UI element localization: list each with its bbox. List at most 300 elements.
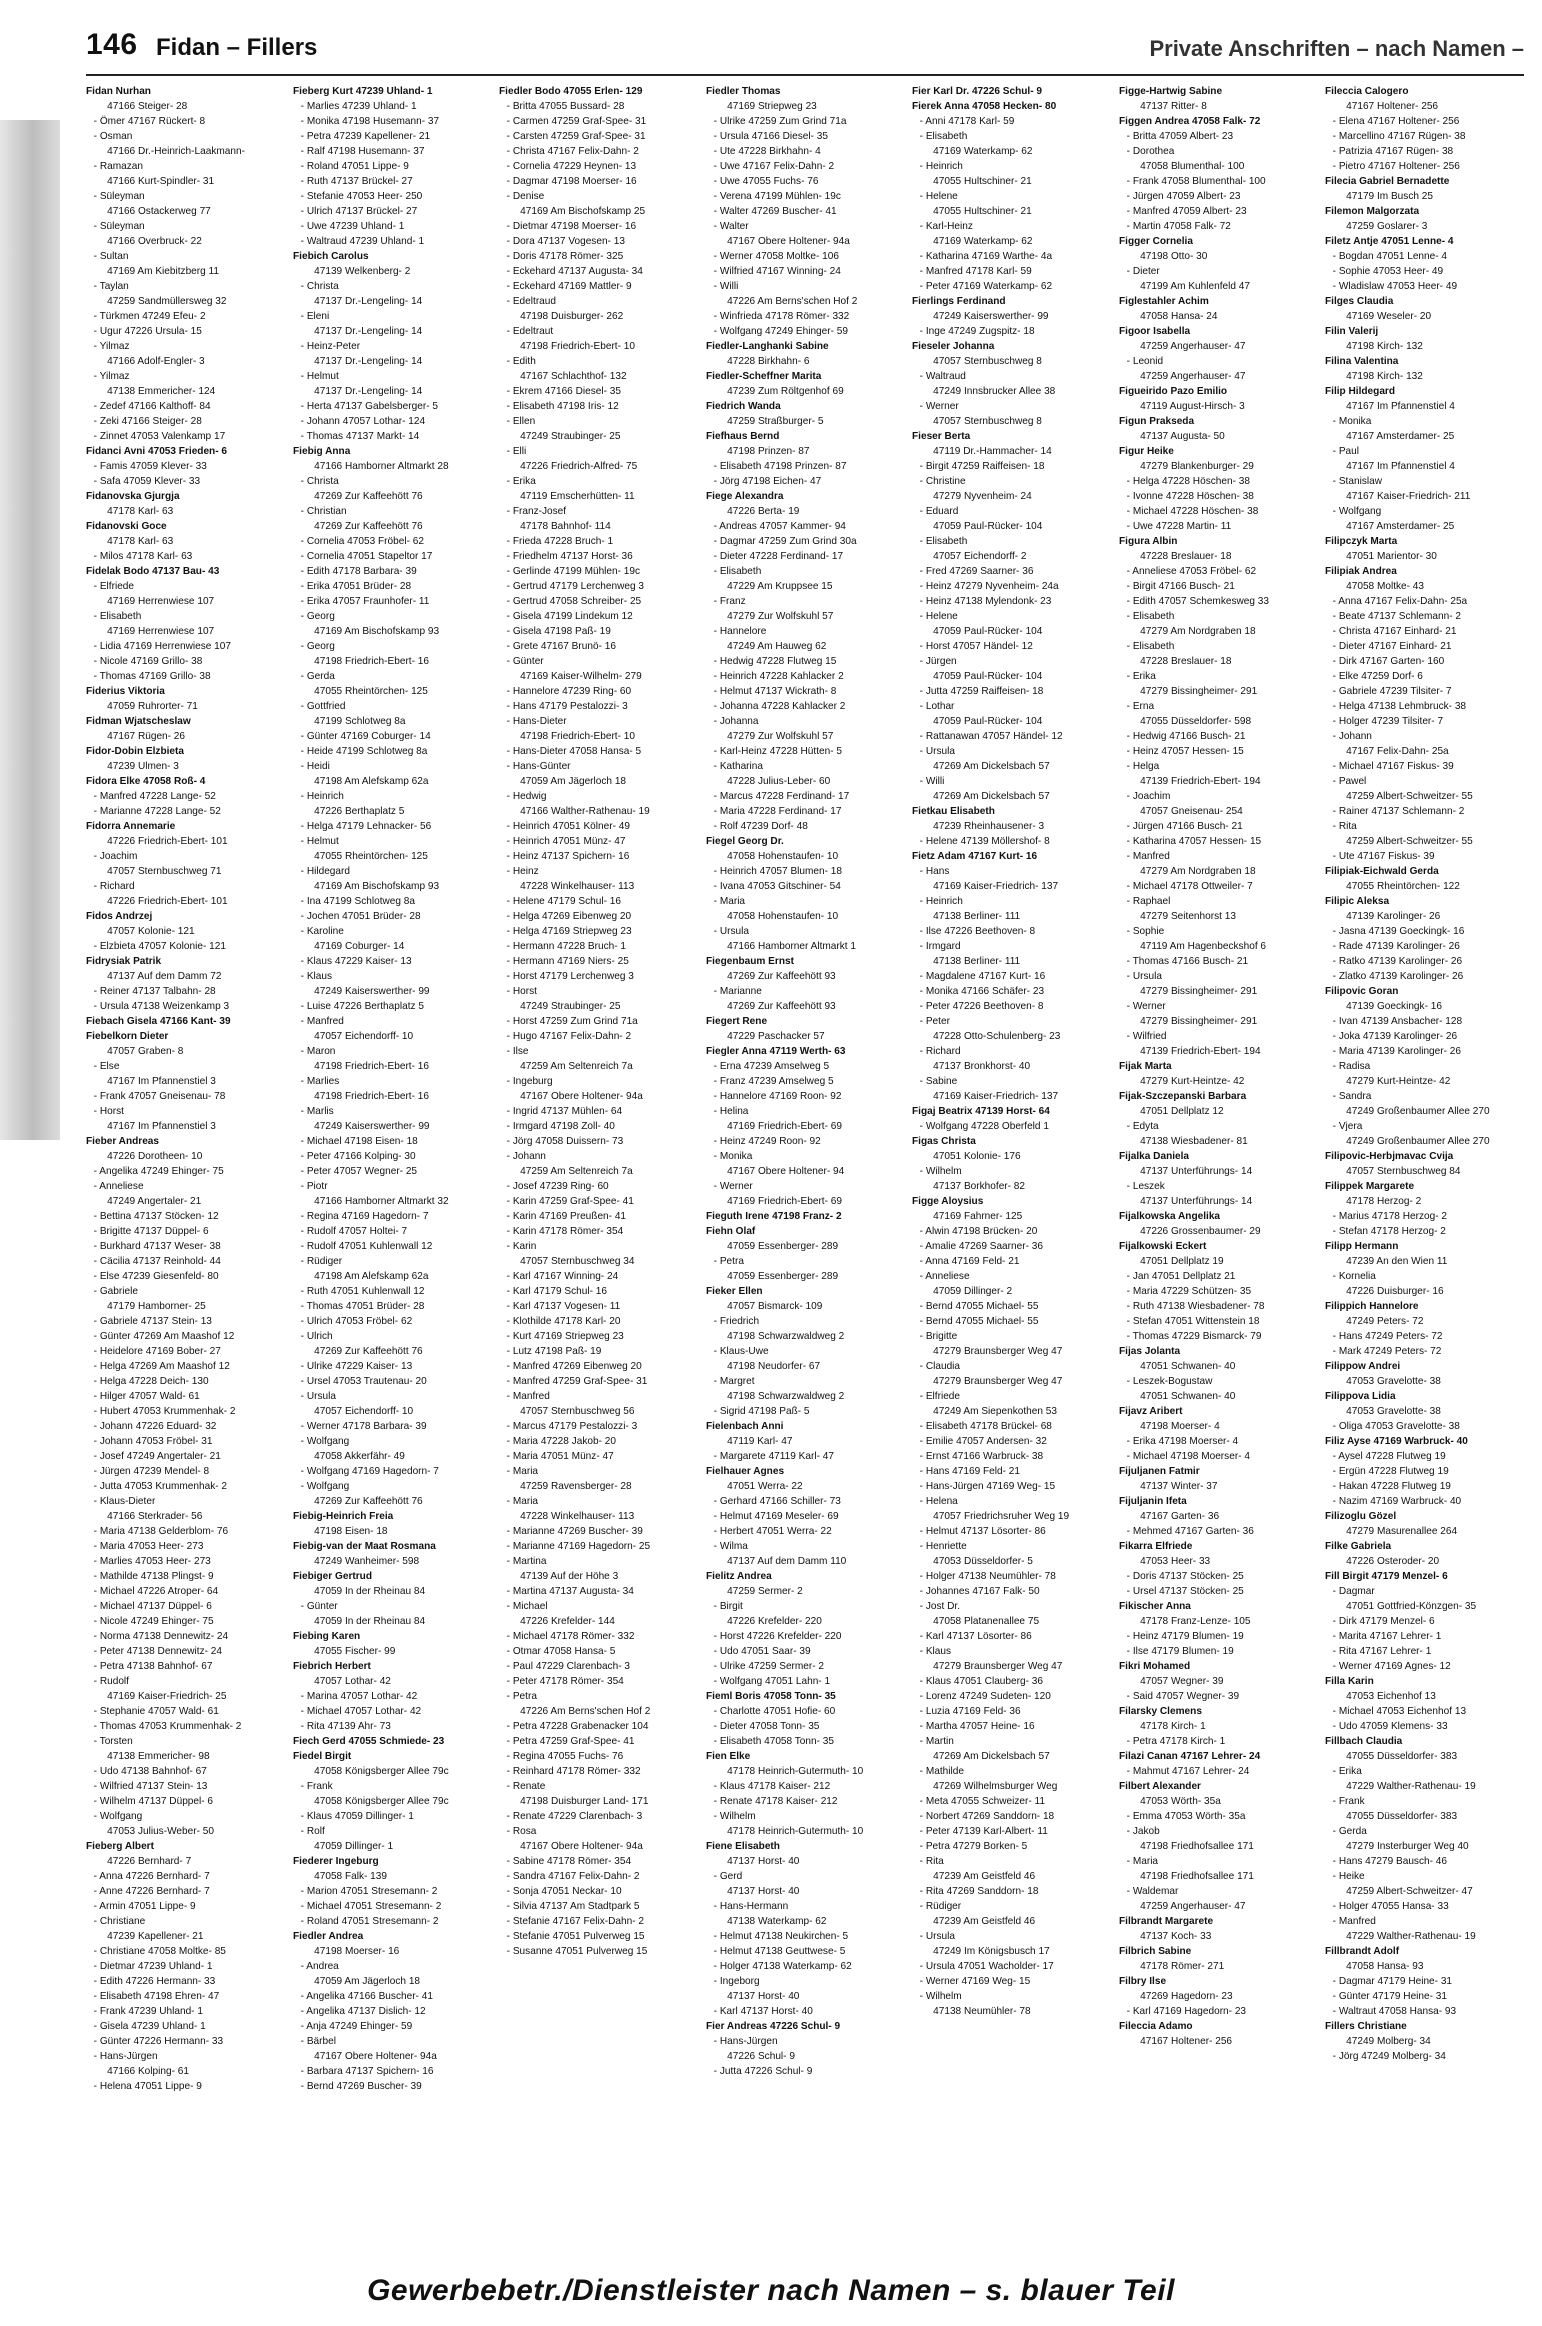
entry-address: 47166 Hamborner Altmarkt 1 <box>726 940 856 952</box>
entry-person: - Angelika 47137 Dislich- 12 <box>300 2005 426 2017</box>
entry-address: 47119 August-Hirsch- 3 <box>1140 400 1245 412</box>
entry-surname: Fijalkowski Eckert <box>1118 1240 1207 1252</box>
entry-person: - Heinrich 47057 Blumen- 18 <box>713 865 842 877</box>
entry-person: - Maria <box>506 1465 539 1477</box>
entry-person: - Ratko 47139 Karolinger- 26 <box>1333 955 1463 967</box>
entry-address: 47166 Hamborner Altmarkt 28 <box>313 460 449 472</box>
entry-person: - Karl 47137 Lösorter- 86 <box>919 1630 1033 1642</box>
entry-person: - Ingrid 47137 Mühlen- 64 <box>506 1105 623 1117</box>
entry-person: - Uwe 47228 Martin- 11 <box>1126 520 1232 532</box>
entry-address: 47169 Am Kiebitzberg 11 <box>107 265 220 277</box>
entry-person: - Uwe 47239 Uhland- 1 <box>300 220 404 232</box>
entry-address: 47053 Wörth- 35a <box>1140 1795 1221 1807</box>
entry-address: 47169 Striepweg 23 <box>726 100 817 112</box>
entry-person: - Horst <box>506 985 538 997</box>
entry-person: - Johanna <box>713 715 759 727</box>
entry-person: - Famis 47059 Klever- 33 <box>93 460 207 472</box>
entry-address: 47169 Herrenwiese 107 <box>107 625 215 637</box>
entry-person: - Marius 47178 Herzog- 2 <box>1333 1210 1448 1222</box>
entry-person: - Marlis <box>300 1105 334 1117</box>
entry-person: - Gisela 47199 Lindekum 12 <box>506 610 633 622</box>
entry-person: - Jürgen 47239 Mendel- 8 <box>93 1465 210 1477</box>
entry-person: - Holger 47055 Hansa- 33 <box>1333 1900 1450 1912</box>
entry-address: 47178 Heinrich-Gutermuth- 10 <box>726 1825 864 1837</box>
entry-person: - Karl 47169 Hagedorn- 23 <box>1126 2005 1246 2017</box>
entry-surname: Fijak-Szczepanski Barbara <box>1118 1090 1247 1102</box>
entry-person: - Marcus 47228 Ferdinand- 17 <box>713 790 850 802</box>
entry-address: 47058 Hohenstaufen- 10 <box>726 850 838 862</box>
entry-person: - Johann <box>1333 730 1373 742</box>
entry-person: - Elfriede <box>93 580 135 592</box>
section-title: Private Anschriften – nach Namen – <box>1149 36 1524 61</box>
entry-address: 47169 Friedrich-Ebert- 69 <box>726 1120 842 1132</box>
entry-person: - Ina 47199 Schlotweg 8a <box>300 895 415 907</box>
entry-address: 47169 Kaiser-Friedrich- 137 <box>933 1090 1059 1102</box>
entry-address: 47139 Goeckingk- 16 <box>1346 1000 1443 1012</box>
entry-person: - Manfred <box>1126 850 1170 862</box>
entry-person: - Hans-Jürgen <box>93 2050 158 2062</box>
entry-address: 47057 Eichendorff- 10 <box>313 1030 413 1042</box>
entry-person: - Elisabeth <box>1126 610 1175 622</box>
entry-person: - Marianne 47269 Buscher- 39 <box>506 1525 644 1537</box>
entry-person: - Oliga 47053 Gravelotte- 38 <box>1333 1420 1461 1432</box>
entry-person: - Wolfgang 47051 Lahn- 1 <box>713 1675 830 1687</box>
entry-person: - Gerda <box>300 670 335 682</box>
entry-address: 47239 Kapellener- 21 <box>107 1930 204 1942</box>
entry-person: - Helmut <box>300 370 339 382</box>
entry-person: - Christa <box>300 280 339 292</box>
entry-person: - Dieter 47058 Tonn- 35 <box>713 1720 820 1732</box>
entry-person: - Leszek-Bogustaw <box>1126 1375 1213 1387</box>
entry-person: - Ursel 47053 Trautenau- 20 <box>300 1375 427 1387</box>
entry-person: - Bettina 47137 Stöcken- 12 <box>93 1210 219 1222</box>
entry-surname: Fiebig-van der Maat Rosmana <box>292 1540 436 1552</box>
entry-address: 47139 Friedrich-Ebert- 194 <box>1140 775 1261 787</box>
entry-surname: Filges Claudia <box>1325 295 1394 307</box>
entry-surname: Fill Birgit 47179 Menzel- 6 <box>1325 1570 1449 1582</box>
entry-person: - Elisabeth <box>1126 640 1175 652</box>
entry-surname: Fidos Andrzej <box>86 910 153 922</box>
entry-address: 47178 Römer- 271 <box>1140 1960 1225 1972</box>
entry-address: 47166 Ostackerweg 77 <box>107 205 211 217</box>
entry-person: - Michael 47053 Eichenhof 13 <box>1333 1705 1467 1717</box>
entry-person: - Wolfgang <box>1333 505 1382 517</box>
entry-address: 47279 Seitenhorst 13 <box>1140 910 1236 922</box>
entry-address: 47249 Straubinger- 25 <box>520 430 621 442</box>
entry-address: 47228 Winkelhauser- 113 <box>520 1510 635 1522</box>
entry-person: - Jost Dr. <box>919 1600 961 1612</box>
entry-person: - Gerda <box>1333 1825 1368 1837</box>
entry-person: - Mathilde <box>919 1765 965 1777</box>
entry-person: - Maria 47139 Karolinger- 26 <box>1333 1045 1462 1057</box>
entry-person: - Helmut 47138 Geuttwese- 5 <box>713 1945 846 1957</box>
entry-address: 47169 Fahrner- 125 <box>933 1210 1023 1222</box>
entry-person: - Gertrud 47179 Lerchenweg 3 <box>506 580 645 592</box>
entry-person: - Johannes 47167 Falk- 50 <box>919 1585 1040 1597</box>
entry-address: 47198 Neudorfer- 67 <box>726 1360 820 1372</box>
entry-person: - Rita <box>919 1855 945 1867</box>
entry-surname: Fiene Elisabeth <box>705 1840 780 1852</box>
directory-column <box>912 84 1099 2280</box>
entry-person: - Jörg 47249 Molberg- 34 <box>1333 2050 1447 2062</box>
entry-person: - Dorothea <box>1126 145 1175 157</box>
entry-address: 47059 Paul-Rücker- 104 <box>933 670 1043 682</box>
entry-address: 47178 Franz-Lenze- 105 <box>1140 1615 1251 1627</box>
entry-person: - Manfred 47178 Karl- 59 <box>919 265 1033 277</box>
entry-address: 47055 Hultschiner- 21 <box>933 205 1033 217</box>
entry-address: 47057 Lothar- 42 <box>313 1675 391 1687</box>
entry-person: - Brigitte <box>919 1330 958 1342</box>
entry-person: - Karl 47179 Schul- 16 <box>506 1285 608 1297</box>
entry-person: - Josef 47239 Ring- 60 <box>506 1180 609 1192</box>
entry-address: 47055 Düsseldorfer- 383 <box>1346 1810 1458 1822</box>
entry-person: - Manfred 47059 Albert- 23 <box>1126 205 1247 217</box>
entry-address: 47137 Ritter- 8 <box>1140 100 1207 112</box>
entry-person: - Anneliese <box>919 1270 970 1282</box>
entry-address: 47259 Am Seltenreich 7a <box>520 1060 633 1072</box>
entry-person: - Sophie <box>1126 925 1165 937</box>
entry-address: 47249 Kaiserswerther- 99 <box>313 1120 430 1132</box>
entry-person: - Kurt 47169 Striepweg 23 <box>506 1330 624 1342</box>
entry-person: - Werner <box>919 400 960 412</box>
entry-person: - Christian <box>300 505 347 517</box>
entry-surname: Fidelak Bodo 47137 Bau- 43 <box>86 565 220 577</box>
entry-address: 47259 Goslarer- 3 <box>1346 220 1428 232</box>
entry-person: - Said 47057 Wegner- 39 <box>1126 1690 1240 1702</box>
entry-person: - Wilfried 47137 Stein- 13 <box>93 1780 208 1792</box>
entry-address: 47119 Emscherhütten- 11 <box>520 490 635 502</box>
entry-person: - Mahmut 47167 Lehrer- 24 <box>1126 1765 1250 1777</box>
entry-person: - Hermann 47228 Bruch- 1 <box>506 940 627 952</box>
entry-person: - Elisabeth <box>919 130 968 142</box>
entry-person: - Radisa <box>1333 1060 1371 1072</box>
entry-address: 47051 Werra- 22 <box>726 1480 803 1492</box>
entry-address: 47057 Friedrichsruher Weg 19 <box>933 1510 1070 1522</box>
entry-person: - Heinrich 47051 Münz- 47 <box>506 835 626 847</box>
entry-person: - Stefanie 47053 Heer- 250 <box>300 190 422 202</box>
entry-person: - Horst 47057 Händel- 12 <box>919 640 1034 652</box>
entry-address: 47059 Paul-Rücker- 104 <box>933 625 1043 637</box>
entry-surname: Fiedler Bodo 47055 Erlen- 129 <box>499 85 643 97</box>
entry-person: - Helga 47138 Lehmbruck- 38 <box>1333 700 1467 712</box>
entry-person: - Frank 47239 Uhland- 1 <box>93 2005 203 2017</box>
entry-person: - Erna 47239 Amselweg 5 <box>713 1060 829 1072</box>
entry-person: - Doris 47178 Römer- 325 <box>506 250 624 262</box>
entry-surname: Filip Hildegard <box>1325 385 1396 397</box>
entry-address: 47137 Dr.-Lengeling- 14 <box>313 385 422 397</box>
entry-person: - Anna 47167 Felix-Dahn- 25a <box>1333 595 1468 607</box>
entry-address: 47249 Großenbaumer Allee 270 <box>1346 1105 1491 1117</box>
entry-address: 47228 Breslauer- 18 <box>1140 655 1232 667</box>
entry-person: - Udo 47138 Bahnhof- 67 <box>93 1765 207 1777</box>
entry-person: - Maria <box>506 1495 539 1507</box>
entry-address: 47057 Sternbuschweg 8 <box>933 355 1043 367</box>
entry-person: - Birgit 47259 Raiffeisen- 18 <box>919 460 1045 472</box>
entry-person: - Roland 47051 Stresemann- 2 <box>300 1915 439 1927</box>
entry-surname: Fiegel Georg Dr. <box>705 835 784 847</box>
entry-surname: Fileccia Adamo <box>1118 2020 1193 2032</box>
entry-person: - Michael 47228 Höschen- 38 <box>1126 505 1259 517</box>
entry-address: 47259 Straßburger- 5 <box>726 415 824 427</box>
entry-address: 47198 Moerser- 4 <box>1140 1420 1220 1432</box>
entry-person: - Safa 47059 Klever- 33 <box>93 475 201 487</box>
entry-person: - Bärbel <box>300 2035 336 2047</box>
entry-address: 47057 Bismarck- 109 <box>726 1300 823 1312</box>
entry-person: - Martina <box>506 1555 547 1567</box>
entry-person: - Elisabeth 47198 Prinzen- 87 <box>713 460 847 472</box>
entry-person: - Dieter <box>1126 265 1160 277</box>
entry-address: 47198 Am Alefskamp 62a <box>313 775 429 787</box>
entry-person: - Cornelia 47053 Fröbel- 62 <box>300 535 424 547</box>
entry-person: - Helene <box>919 610 959 622</box>
directory-column <box>499 84 686 2280</box>
entry-address: 47259 Angerhauser- 47 <box>1140 340 1246 352</box>
entry-person: - Edith 47178 Barbara- 39 <box>300 565 417 577</box>
entry-person: - Lutz 47198 Paß- 19 <box>506 1345 602 1357</box>
entry-address: 47229 Paschacker 57 <box>726 1030 825 1042</box>
entry-address: 47059 Ruhrorter- 71 <box>107 700 198 712</box>
entry-address: 47226 Osteroder- 20 <box>1346 1555 1440 1567</box>
entry-person: - Pietro 47167 Holtener- 256 <box>1333 160 1461 172</box>
entry-address: 47198 Schwarzwaldweg 2 <box>726 1390 844 1402</box>
entry-person: - Maria 47229 Schützen- 35 <box>1126 1285 1251 1297</box>
entry-surname: Fillers Christiane <box>1325 2020 1408 2032</box>
entry-address: 47055 Rheintörchen- 125 <box>313 685 428 697</box>
entry-address: 47269 Am Dickelsbach 57 <box>933 1750 1050 1762</box>
entry-person: - Holger 47138 Waterkamp- 62 <box>713 1960 852 1972</box>
entry-person: - Elena 47167 Holtener- 256 <box>1333 115 1460 127</box>
entry-person: - Willi <box>919 775 945 787</box>
entry-person: - Helga 47269 Eibenweg 20 <box>506 910 632 922</box>
entry-person: - Franz <box>713 595 746 607</box>
entry-surname: Fiefhaus Bernd <box>705 430 780 442</box>
entry-person: - Karl 47137 Horst- 40 <box>713 2005 813 2017</box>
entry-person: - Werner 47169 Agnes- 12 <box>1333 1660 1452 1672</box>
entry-address: 47228 Otto-Schulenberg- 23 <box>933 1030 1061 1042</box>
entry-person: - Waltraut 47058 Hansa- 93 <box>1333 2005 1457 2017</box>
entry-person: - Gisela 47239 Uhland- 1 <box>93 2020 206 2032</box>
entry-address: 47167 Holtener- 256 <box>1346 100 1439 112</box>
entry-surname: Fietkau Elisabeth <box>912 805 996 817</box>
entry-person: - Sonja 47051 Neckar- 10 <box>506 1885 622 1897</box>
entry-person: - Monika <box>713 1150 753 1162</box>
entry-person: - Marlies 47053 Heer- 273 <box>93 1555 211 1567</box>
entry-person: - Helga 47228 Höschen- 38 <box>1126 475 1250 487</box>
entry-person: - Sandra 47167 Felix-Dahn- 2 <box>506 1870 640 1882</box>
entry-person: - Luzia 47169 Feld- 36 <box>919 1705 1021 1717</box>
entry-person: - Bernd 47055 Michael- 55 <box>919 1315 1039 1327</box>
entry-person: - Bernd 47055 Michael- 55 <box>919 1300 1039 1312</box>
entry-person: - Erika <box>1333 1765 1363 1777</box>
entry-address: 47167 Obere Holtener- 94 <box>726 1165 844 1177</box>
entry-person: - Ekrem 47166 Diesel- 35 <box>506 385 622 397</box>
entry-person: - Peter 47138 Dennewitz- 24 <box>93 1645 223 1657</box>
entry-person: - Karin 47178 Römer- 354 <box>506 1225 624 1237</box>
entry-address: 47269 Zur Kaffeehött 76 <box>313 1495 423 1507</box>
entry-person: - Ergün 47228 Flutweg 19 <box>1333 1465 1450 1477</box>
entry-address: 47055 Düsseldorfer- 598 <box>1140 715 1251 727</box>
entry-person: - Gabriele <box>93 1285 138 1297</box>
entry-address: 47198 Prinzen- 87 <box>726 445 810 457</box>
entry-person: - Wilhelm 47137 Düppel- 6 <box>93 1795 214 1807</box>
entry-person: - Katharina 47057 Hessen- 15 <box>1126 835 1262 847</box>
entry-person: - Marianne <box>713 985 762 997</box>
entry-person: - Karin 47169 Preußen- 41 <box>506 1210 627 1222</box>
entry-address: 47169 Waterkamp- 62 <box>933 235 1033 247</box>
entry-address: 47259 Albert-Schweitzer- 47 <box>1346 1885 1474 1897</box>
entry-address: 47137 Augusta- 50 <box>1140 430 1225 442</box>
entry-person: - Wilma <box>713 1540 748 1552</box>
entry-person: - Marcellino 47167 Rügen- 38 <box>1333 130 1466 142</box>
entry-person: - Werner <box>1126 1000 1166 1012</box>
entry-person: - Georg <box>300 610 335 622</box>
entry-person: - Martin <box>919 1735 955 1747</box>
entry-person: - Sigrid 47198 Paß- 5 <box>713 1405 810 1417</box>
entry-person: - Ruth 47138 Wiesbadener- 78 <box>1126 1300 1265 1312</box>
entry-person: - Günter 47169 Coburger- 14 <box>300 730 431 742</box>
entry-address: 47239 Rheinhausener- 3 <box>933 820 1045 832</box>
entry-person: - Nicole 47249 Ehinger- 75 <box>93 1615 214 1627</box>
entry-person: - Waldemar <box>1126 1885 1179 1897</box>
entry-person: - Inge 47249 Zugspitz- 18 <box>919 325 1035 337</box>
entry-person: - Waltraud 47239 Uhland- 1 <box>300 235 424 247</box>
entry-address: 47226 Dorotheen- 10 <box>107 1150 203 1162</box>
entry-address: 47178 Karl- 63 <box>107 505 174 517</box>
entry-surname: Fieguth Irene 47198 Franz- 2 <box>705 1210 842 1222</box>
entry-person: - Walter 47269 Buscher- 41 <box>713 205 837 217</box>
entry-address: 47058 Moltke- 43 <box>1346 580 1425 592</box>
entry-address: 47269 Am Dickelsbach 57 <box>933 760 1050 772</box>
entry-person: - Monika <box>1333 415 1372 427</box>
entry-person: - Michael 47178 Römer- 332 <box>506 1630 635 1642</box>
entry-address: 47226 Berthaplatz 5 <box>313 805 404 817</box>
entry-person: - Günter 47179 Heine- 31 <box>1333 1990 1448 2002</box>
entry-address: 47198 Otto- 30 <box>1140 250 1208 262</box>
entry-address: 47239 Am Geistfeld 46 <box>933 1915 1036 1927</box>
entry-address: 47169 Weseler- 20 <box>1346 310 1432 322</box>
entry-surname: Fijuljanen Fatmir <box>1118 1465 1200 1477</box>
entry-person: - Martina 47137 Augusta- 34 <box>506 1585 635 1597</box>
entry-address: 47053 Gravelotte- 38 <box>1346 1375 1442 1387</box>
entry-person: - Helga 47269 Am Maashof 12 <box>93 1360 230 1372</box>
entry-surname: Figaj Beatrix 47139 Horst- 64 <box>912 1105 1051 1117</box>
entry-person: - Dieter 47167 Einhard- 21 <box>1333 640 1452 652</box>
entry-person: - Paul 47229 Clarenbach- 3 <box>506 1660 631 1672</box>
entry-person: - Ursula <box>919 745 956 757</box>
entry-address: 47167 Kaiser-Friedrich- 211 <box>1346 490 1471 502</box>
entry-surname: Fijavz Aribert <box>1118 1405 1183 1417</box>
entry-person: - Helmut 47138 Neukirchen- 5 <box>713 1930 848 1942</box>
entry-person: - Ruth 47051 Kuhlenwall 12 <box>300 1285 425 1297</box>
entry-person: - Thomas 47051 Brüder- 28 <box>300 1300 424 1312</box>
entry-person: - Werner <box>713 1180 753 1192</box>
entry-person: - Heidi <box>300 760 330 772</box>
entry-surname: Fietz Adam 47167 Kurt- 16 <box>912 850 1038 862</box>
entry-person: - Horst 47259 Zum Grind 71a <box>506 1015 638 1027</box>
entry-address: 47058 Platanenallee 75 <box>933 1615 1040 1627</box>
entry-address: 47259 Albert-Schweitzer- 55 <box>1346 790 1474 802</box>
entry-person: - Carsten 47259 Graf-Spee- 31 <box>506 130 646 142</box>
entry-person: - Klaus 47229 Kaiser- 13 <box>300 955 412 967</box>
entry-person: - Wilhelm <box>713 1810 756 1822</box>
entry-person: - Helmut 47137 Lösorter- 86 <box>919 1525 1047 1537</box>
entry-address: 47259 Angerhauser- 47 <box>1140 1900 1246 1912</box>
entry-person: - Günter 47226 Hermann- 33 <box>93 2035 224 2047</box>
entry-person: - Jürgen <box>919 655 957 667</box>
entry-person: - Türkmen 47249 Efeu- 2 <box>93 310 206 322</box>
entry-person: - Michael 47137 Düppel- 6 <box>93 1600 212 1612</box>
entry-person: - Heinrich <box>300 790 344 802</box>
entry-person: - Klaus 47059 Dillinger- 1 <box>300 1810 414 1822</box>
entry-person: - Dagmar 47179 Heine- 31 <box>1333 1975 1453 1987</box>
entry-address: 47055 Hultschiner- 21 <box>933 175 1033 187</box>
entry-person: - Fred 47269 Saarner- 36 <box>919 565 1034 577</box>
entry-person: - Helene <box>919 190 959 202</box>
entry-person: - Manfred 47228 Lange- 52 <box>93 790 216 802</box>
entry-address: 47178 Karl- 63 <box>107 535 174 547</box>
entry-person: - Claudia <box>919 1360 961 1372</box>
entry-person: - Angelika 47166 Buscher- 41 <box>300 1990 433 2002</box>
entry-person: - Ivan 47139 Ansbacher- 128 <box>1333 1015 1463 1027</box>
entry-address: 47051 Dellplatz 12 <box>1140 1105 1224 1117</box>
entry-person: - Heinrich 47051 Kölner- 49 <box>506 820 631 832</box>
entry-person: - Manfred 47259 Graf-Spee- 31 <box>506 1375 648 1387</box>
entry-address: 47249 Kaiserswerther- 99 <box>933 310 1049 322</box>
entry-person: - Luise 47226 Berthaplatz 5 <box>300 1000 424 1012</box>
entry-address: 47059 In der Rheinau 84 <box>313 1615 425 1627</box>
entry-person: - Manfred <box>506 1390 550 1402</box>
entry-person: - Marita 47167 Lehrer- 1 <box>1333 1630 1442 1642</box>
entry-person: - Gisela 47198 Paß- 19 <box>506 625 612 637</box>
entry-person: - Osman <box>93 130 133 142</box>
entry-person: - Heinz 47249 Roon- 92 <box>713 1135 821 1147</box>
entry-address: 47119 Dr.-Hammacher- 14 <box>933 445 1053 457</box>
entry-surname: Fiederer Ingeburg <box>292 1855 379 1867</box>
entry-address: 47167 Obere Holtener- 94a <box>520 1840 644 1852</box>
entry-person: - Thomas 47166 Busch- 21 <box>1126 955 1248 967</box>
entry-person: - Ulrich <box>300 1330 333 1342</box>
entry-person: - Christiane <box>93 1915 146 1927</box>
entry-address: 47137 Dr.-Lengeling- 14 <box>313 325 422 337</box>
entry-person: - Petra 47178 Kirch- 1 <box>1126 1735 1226 1747</box>
entry-person: - Beate 47137 Schlemann- 2 <box>1333 610 1462 622</box>
entry-address: 47198 Friedrich-Ebert- 16 <box>313 1090 429 1102</box>
entry-person: - Ursula <box>1126 970 1162 982</box>
entry-address: 47138 Emmericher- 124 <box>107 385 216 397</box>
entry-person: - Johann <box>506 1150 547 1162</box>
entry-person: - Petra 47259 Graf-Spee- 41 <box>506 1735 635 1747</box>
entry-person: - Gertrud 47058 Schreiber- 25 <box>506 595 642 607</box>
entry-person: - Petra <box>713 1255 744 1267</box>
entry-surname: Fielitz Andrea <box>705 1570 772 1582</box>
entry-address: 47279 Bissingheimer- 291 <box>1140 685 1258 697</box>
entry-address: 47259 Albert-Schweitzer- 55 <box>1346 835 1474 847</box>
entry-person: - Gabriele 47137 Stein- 13 <box>93 1315 212 1327</box>
entry-address: 47058 Königsberger Allee 79c <box>313 1765 449 1777</box>
entry-person: - Maria <box>713 895 745 907</box>
entry-surname: Filla Karin <box>1325 1675 1375 1687</box>
entry-person: - Stefan 47178 Herzog- 2 <box>1333 1225 1447 1237</box>
entry-address: 47169 Am Bischofskamp 93 <box>313 625 439 637</box>
entry-surname: Figura Albin <box>1118 535 1178 547</box>
entry-person: - Herbert 47051 Werra- 22 <box>713 1525 832 1537</box>
entry-surname: Figge-Hartwig Sabine <box>1118 85 1222 97</box>
entry-address: 47167 Im Pfannenstiel 3 <box>107 1075 216 1087</box>
entry-address: 47239 Am Geistfeld 46 <box>933 1870 1036 1882</box>
entry-address: 47057 Sternbuschweg 34 <box>520 1255 635 1267</box>
entry-address: 47226 Friedrich-Ebert- 101 <box>107 895 228 907</box>
entry-surname: Fijalkowska Angelika <box>1118 1210 1220 1222</box>
